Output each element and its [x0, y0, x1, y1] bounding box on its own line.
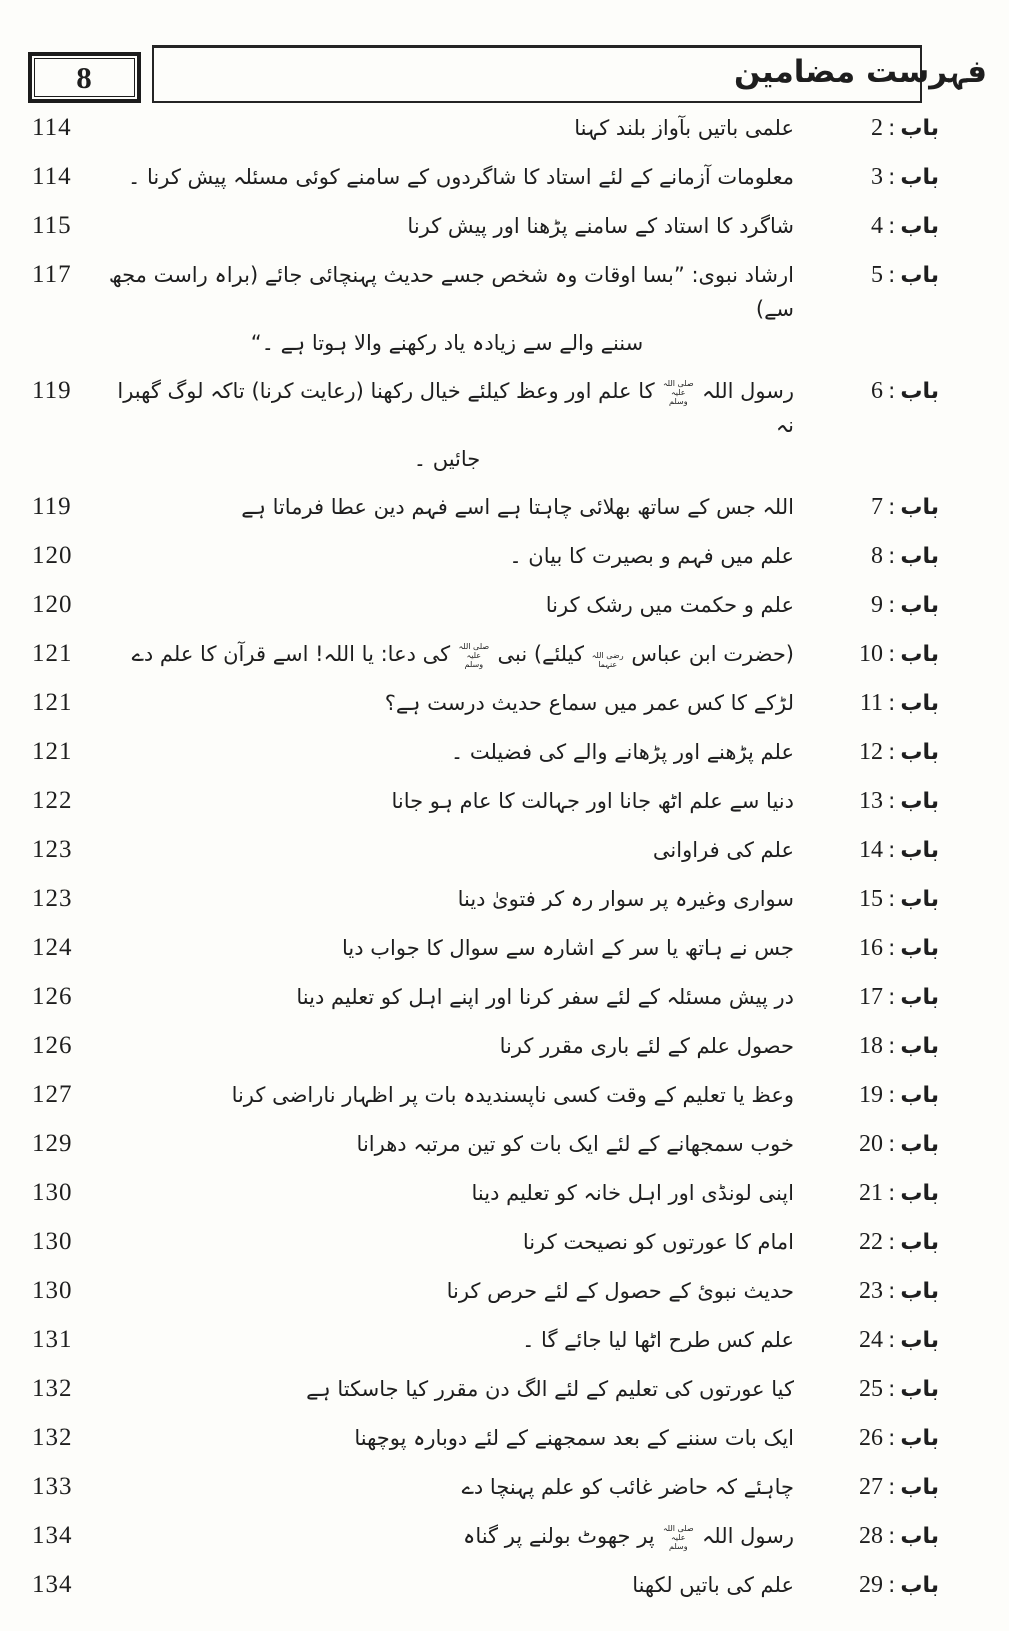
chapter-number: 19 [858, 1082, 883, 1108]
toc-entry-title-line: علم میں فہم و بصیرت کا بیان ۔ [509, 544, 794, 568]
chapter-number: 13 [858, 788, 883, 814]
toc-row [0, 1169, 1009, 1218]
toc-entry-title [100, 374, 794, 476]
chapter-number: 9 [870, 592, 883, 618]
chapter-number: 8 [870, 543, 883, 569]
toc-page-number: 122 [32, 787, 73, 814]
toc-row [0, 1561, 1009, 1610]
toc-chapter-label [839, 1372, 939, 1407]
page-number: 8 [76, 59, 93, 95]
chapter-word: باب [900, 379, 939, 404]
chapter-word: باب [900, 214, 939, 239]
toc-row [0, 777, 1009, 826]
toc-entry-title-line: وعظ یا تعلیم کے وقت کسی ناپسندیدہ بات پر اظہار ناراضی کرنا [231, 1083, 794, 1107]
toc-chapter-label [839, 1176, 939, 1211]
toc-row [0, 251, 1009, 367]
chapter-separator: : [887, 1083, 896, 1108]
toc-row [0, 1512, 1009, 1561]
honorific-saw-mark: صلی اللہ علیہ وسلم [662, 378, 694, 406]
honorific-saw-mark: صلی اللہ علیہ وسلم [458, 641, 490, 669]
toc-chapter-label [839, 637, 939, 672]
chapter-number: 20 [858, 1131, 883, 1157]
chapter-separator: : [887, 936, 896, 961]
toc-chapter-label [839, 209, 939, 244]
page-title: فہرست مضامین [734, 54, 987, 90]
toc-chapter-label [839, 1078, 939, 1113]
toc-entry-title [100, 1519, 794, 1553]
chapter-number: 5 [870, 262, 883, 288]
chapter-word: باب [900, 116, 939, 141]
chapter-word: باب [900, 1377, 939, 1402]
toc-chapter-label [839, 490, 939, 525]
toc-entry-title [100, 490, 794, 524]
toc-row [0, 1365, 1009, 1414]
chapter-number: 6 [870, 378, 883, 404]
toc-chapter-label [839, 1029, 939, 1064]
toc-row [0, 483, 1009, 532]
chapter-word: باب [900, 1034, 939, 1059]
chapter-number: 16 [858, 935, 883, 961]
chapter-separator: : [887, 593, 896, 618]
toc-chapter-label [839, 1470, 939, 1505]
toc-chapter-label [839, 258, 939, 293]
toc-chapter-label [839, 160, 939, 195]
toc-chapter-label [839, 1274, 939, 1309]
toc-row [0, 202, 1009, 251]
toc-chapter-label [839, 588, 939, 623]
toc-entry-title-line: علم کس طرح اٹھا لیا جائے گا ۔ [522, 1328, 794, 1352]
toc-entry-title [100, 160, 794, 194]
toc-entry-title-line: رسول اللہ صلی اللہ علیہ وسلم پر جھوٹ بولنے پر گناہ [463, 1523, 794, 1551]
chapter-separator: : [887, 379, 896, 404]
toc-entry-title-line: اللہ جس کے ساتھ بھلائی چاہتا ہے اسے فہم دین عطا فرماتا ہے [241, 495, 794, 519]
toc-entry-title [100, 1225, 794, 1259]
chapter-number: 29 [858, 1572, 883, 1598]
chapter-word: باب [900, 165, 939, 190]
toc-row [0, 679, 1009, 728]
chapter-word: باب [900, 1475, 939, 1500]
toc-entry-title-line: دنیا سے علم اٹھ جانا اور جہالت کا عام ہو جانا [391, 789, 794, 813]
toc-chapter-label [839, 1519, 939, 1554]
toc-entry-title-line: جس نے ہاتھ یا سر کے اشارہ سے سوال کا جواب دیا [341, 936, 794, 960]
chapter-number: 12 [858, 739, 883, 765]
chapter-number: 24 [858, 1327, 883, 1353]
toc-row [0, 104, 1009, 153]
toc-entry-title-line: اپنی لونڈی اور اہل خانہ کو تعلیم دینا [471, 1181, 794, 1205]
chapter-separator: : [887, 1034, 896, 1059]
toc-entry-title [100, 539, 794, 573]
toc-page-number: 119 [32, 493, 72, 520]
toc-entry-title-line: ایک بات سننے کے بعد سمجھنے کے لئے دوبارہ پوچھنا [354, 1426, 794, 1450]
toc-row [0, 826, 1009, 875]
toc-page-number: 114 [32, 114, 72, 141]
chapter-separator: : [887, 838, 896, 863]
toc-chapter-label [839, 374, 939, 409]
toc-entry-title-line: علم کی فراوانی [652, 838, 794, 862]
chapter-word: باب [900, 691, 939, 716]
toc-entry-title-line: حدیث نبویٔ کے حصول کے لئے حرص کرنا [446, 1279, 794, 1303]
toc-entry-title-line: علمی باتیں بآواز بلند کہنا [574, 116, 794, 140]
toc-page-number: 117 [32, 261, 72, 288]
toc-page-number: 130 [32, 1179, 73, 1206]
toc-chapter-label [839, 539, 939, 574]
toc-chapter-label [839, 931, 939, 966]
toc-entry-title-line: علم پڑھنے اور پڑھانے والے کی فضیلت ۔ [450, 740, 794, 764]
toc-entry-title [100, 258, 794, 360]
chapter-number: 21 [858, 1180, 883, 1206]
toc-entry-title [100, 1470, 794, 1504]
chapter-number: 4 [870, 213, 883, 239]
chapter-separator: : [887, 1279, 896, 1304]
toc-entry-title-line: علم کی باتیں لکھنا [632, 1573, 794, 1597]
chapter-word: باب [900, 1083, 939, 1108]
chapter-word: باب [900, 936, 939, 961]
toc-page-number: 123 [32, 836, 73, 863]
page-number-box [28, 52, 141, 103]
toc-row [0, 1071, 1009, 1120]
toc-entry-title-line: سننے والے سے زیادہ یاد رکھنے والا ہوتا ہے ۔“ [250, 331, 644, 355]
chapter-separator: : [887, 165, 896, 190]
chapter-word: باب [900, 263, 939, 288]
toc-chapter-label [839, 784, 939, 819]
toc-entry-title-line: کیا عورتوں کی تعلیم کے لئے الگ دن مقرر کیا جاسکتا ہے [306, 1377, 794, 1401]
toc-entry-title [100, 1029, 794, 1063]
toc-entry-title [100, 686, 794, 720]
toc-chapter-label [839, 1421, 939, 1456]
toc-page-number: 132 [32, 1424, 73, 1451]
chapter-number: 3 [870, 164, 883, 190]
toc-entry-title-line: شاگرد کا استاد کے سامنے پڑھنا اور پیش کرنا [407, 214, 794, 238]
toc-page-number: 123 [32, 885, 73, 912]
chapter-separator: : [887, 495, 896, 520]
chapter-word: باب [900, 1573, 939, 1598]
toc-entry-title-line: (حضرت ابن عباس رضی اللہ عنہما کیلئے) نبی صلی اللہ علیہ وسلم کی دعا: یا اللہ! اسے قرآن کا علم دے [131, 641, 794, 669]
toc-page-number: 126 [32, 1032, 73, 1059]
chapter-separator: : [887, 1426, 896, 1451]
toc-row [0, 532, 1009, 581]
toc-page-number: 115 [32, 212, 72, 239]
toc-entry-title-line: حصول علم کے لئے باری مقرر کرنا [499, 1034, 794, 1058]
chapter-number: 15 [858, 886, 883, 912]
toc-page-number: 126 [32, 983, 73, 1010]
toc-page-number: 119 [32, 377, 72, 404]
chapter-number: 7 [870, 494, 883, 520]
toc-entry-title-line: ارشاد نبوی: ”بسا اوقات وہ شخص جسے حدیث پہنچائی جائے (براہ راست مجھ سے) [108, 263, 794, 321]
chapter-separator: : [887, 985, 896, 1010]
toc-entry-title [100, 111, 794, 145]
toc-entry-title-line: معلومات آزمانے کے لئے استاد کا شاگردوں کے سامنے کوئی مسئلہ پیش کرنا ۔ [128, 165, 794, 189]
toc-entry-title [100, 637, 794, 671]
toc-entry-title [100, 784, 794, 818]
toc-row [0, 1414, 1009, 1463]
chapter-word: باب [900, 1181, 939, 1206]
toc-chapter-label [839, 980, 939, 1015]
chapter-word: باب [900, 495, 939, 520]
chapter-separator: : [887, 1524, 896, 1549]
chapter-word: باب [900, 544, 939, 569]
chapter-word: باب [900, 593, 939, 618]
toc-chapter-label [839, 1568, 939, 1603]
honorific-saw-mark: صلی اللہ علیہ وسلم [662, 1523, 694, 1551]
toc-chapter-label [839, 1225, 939, 1260]
chapter-number: 27 [858, 1474, 883, 1500]
chapter-separator: : [887, 1181, 896, 1206]
toc-row [0, 1316, 1009, 1365]
toc-chapter-label [839, 1127, 939, 1162]
toc-page-number: 133 [32, 1473, 73, 1500]
toc-page-number: 121 [32, 640, 73, 667]
toc-row [0, 367, 1009, 483]
chapter-separator: : [887, 214, 896, 239]
toc-row [0, 1218, 1009, 1267]
toc-page-number: 121 [32, 689, 73, 716]
chapter-number: 11 [859, 690, 883, 716]
chapter-number: 22 [858, 1229, 883, 1255]
chapter-number: 28 [858, 1523, 883, 1549]
toc-entry-title [100, 1323, 794, 1357]
toc-page-number: 134 [32, 1522, 73, 1549]
toc-row [0, 1120, 1009, 1169]
toc-entry-title [100, 588, 794, 622]
chapter-separator: : [887, 740, 896, 765]
toc-entry-title [100, 1421, 794, 1455]
chapter-word: باب [900, 838, 939, 863]
toc-chapter-label [839, 686, 939, 721]
toc-entry-title-line: جائیں ۔ [413, 447, 481, 471]
page-number-box-inner [34, 58, 135, 97]
chapter-word: باب [900, 740, 939, 765]
chapter-separator: : [887, 1475, 896, 1500]
toc-chapter-label [839, 1323, 939, 1358]
chapter-word: باب [900, 1328, 939, 1353]
toc-entry-title [100, 209, 794, 243]
toc-page-number: 114 [32, 163, 72, 190]
chapter-number: 18 [858, 1033, 883, 1059]
toc-page-number: 130 [32, 1228, 73, 1255]
toc-row [0, 153, 1009, 202]
toc-entry-title-line: در پیش مسئلہ کے لئے سفر کرنا اور اپنے اہل کو تعلیم دینا [296, 985, 794, 1009]
toc-entry-title-line: چاہئے کہ حاضر غائب کو علم پہنچا دے [461, 1475, 794, 1499]
toc-page-number: 120 [32, 542, 73, 569]
chapter-separator: : [887, 544, 896, 569]
toc-page-number: 132 [32, 1375, 73, 1402]
toc-entry-title [100, 1568, 794, 1602]
toc-entry-title [100, 1078, 794, 1112]
toc-entry-title-line: امام کا عورتوں کو نصیحت کرنا [522, 1230, 794, 1254]
chapter-number: 14 [858, 837, 883, 863]
toc-row [0, 1022, 1009, 1071]
toc-row [0, 581, 1009, 630]
chapter-word: باب [900, 1426, 939, 1451]
chapter-separator: : [887, 642, 896, 667]
toc-entry-title [100, 931, 794, 965]
chapter-word: باب [900, 789, 939, 814]
toc-page-number: 120 [32, 591, 73, 618]
toc-row [0, 1267, 1009, 1316]
toc-entry-title [100, 980, 794, 1014]
chapter-separator: : [887, 116, 896, 141]
toc-row [0, 924, 1009, 973]
chapter-word: باب [900, 985, 939, 1010]
toc-entry-title-line: لڑکے کا کس عمر میں سماع حدیث درست ہے؟ [384, 691, 794, 715]
chapter-word: باب [900, 642, 939, 667]
toc-entry-title [100, 833, 794, 867]
toc-page-number: 127 [32, 1081, 73, 1108]
chapter-separator: : [887, 691, 896, 716]
chapter-number: 17 [858, 984, 883, 1010]
toc-row [0, 973, 1009, 1022]
chapter-separator: : [887, 1132, 896, 1157]
toc-entry-title [100, 1372, 794, 1406]
chapter-separator: : [887, 1328, 896, 1353]
chapter-word: باب [900, 887, 939, 912]
toc-page-number: 121 [32, 738, 73, 765]
toc-entry-title-line: خوب سمجھانے کے لئے ایک بات کو تین مرتبہ دھرانا [356, 1132, 794, 1156]
toc-row [0, 630, 1009, 679]
toc-chapter-label [839, 111, 939, 146]
toc-page-number: 124 [32, 934, 73, 961]
toc-entry-title [100, 882, 794, 916]
chapter-separator: : [887, 263, 896, 288]
toc-chapter-label [839, 882, 939, 917]
toc-chapter-label [839, 735, 939, 770]
toc-entry-title [100, 1274, 794, 1308]
toc-row [0, 875, 1009, 924]
chapter-separator: : [887, 1230, 896, 1255]
toc-entry-title-line: رسول اللہ صلی اللہ علیہ وسلم کا علم اور وعظ کیلئے خیال رکھنا (رعایت کرنا) تاکہ لوگ گھبرا نہ [117, 378, 794, 437]
chapter-separator: : [887, 887, 896, 912]
toc-row [0, 1463, 1009, 1512]
chapter-word: باب [900, 1132, 939, 1157]
toc-entry-title [100, 1176, 794, 1210]
chapter-separator: : [887, 789, 896, 814]
toc-row [0, 728, 1009, 777]
chapter-separator: : [887, 1377, 896, 1402]
toc-list [0, 104, 1009, 1610]
chapter-number: 23 [858, 1278, 883, 1304]
toc-chapter-label [839, 833, 939, 868]
toc-entry-title [100, 1127, 794, 1161]
toc-page-number: 130 [32, 1277, 73, 1304]
chapter-number: 2 [870, 115, 883, 141]
chapter-word: باب [900, 1230, 939, 1255]
toc-entry-title-line: علم و حکمت میں رشک کرنا [545, 593, 794, 617]
chapter-number: 26 [858, 1425, 883, 1451]
toc-page-number: 131 [32, 1326, 73, 1353]
toc-entry-title [100, 735, 794, 769]
chapter-number: 10 [858, 641, 883, 667]
chapter-number: 25 [858, 1376, 883, 1402]
honorific-ra-mark: رضی اللہ عنہما [591, 650, 624, 669]
chapter-separator: : [887, 1573, 896, 1598]
chapter-word: باب [900, 1279, 939, 1304]
chapter-word: باب [900, 1524, 939, 1549]
toc-entry-title-line: سواری وغیرہ پر سوار رہ کر فتویٰ دینا [457, 887, 794, 911]
toc-page-number: 134 [32, 1571, 73, 1598]
toc-page-number: 129 [32, 1130, 73, 1157]
